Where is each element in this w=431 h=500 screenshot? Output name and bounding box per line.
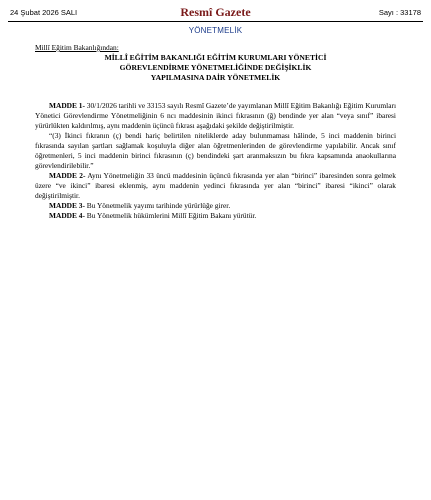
article-text: 30/1/2026 tarihli ve 33153 sayılı Resmî Gazete’de yayımlanan Millî Eğitim Bakanlığı Eğitim Kurumları Yönetici Görevlendirme Yönetmeliğinin 6 ncı maddesinin ikinci fıkrasının (ğ) bendinde yer alan “veya sınıf” ibaresi yürürlükten kaldırılmış, aynı maddenin üçüncü fıkrası aşağıdaki şekilde değiştirilmiştir. <box>35 101 397 130</box>
article-label: MADDE 4- <box>49 211 85 220</box>
issuing-ministry: Millî Eğitim Bakanlığından: <box>35 43 119 52</box>
article-1-amendment <box>35 131 396 171</box>
article-text: Bu Yönetmelik hükümlerini Millî Eğitim Bakanı yürütür. <box>84 211 257 220</box>
article-text: “(3) İkinci fıkranın (ç) bendi hariç belirtilen niteliklerde aday bulunmaması hâlinde, 5 inci maddenin birinci fıkrasında sayılan şartları sağlamak koşuluyla diğer alan öğretmenlerinden de görevlendirme yapılabilir. Ancak sınıf öğretmenleri, 5 inci maddenin birinci fıkrasının (ç) bendindeki şart aranmaksızın bu fıkra kapsamında anaokullarına görevlendirilebilir.” <box>35 131 396 170</box>
document-body <box>35 43 396 221</box>
article-3 <box>35 201 396 211</box>
article-4 <box>35 211 396 221</box>
article-text: Bu Yönetmelik yayımı tarihinde yürürlüğe girer. <box>84 201 231 210</box>
header-divider <box>8 21 423 22</box>
article-2 <box>35 171 396 201</box>
article-label: MADDE 2- <box>49 171 86 180</box>
gazette-title: Resmî Gazete <box>180 5 251 19</box>
regulation-title <box>35 53 396 83</box>
regulation-title-line: GÖREVLENDİRME YÖNETMELİĞİNDE DEĞİŞİKLİK <box>119 63 312 72</box>
section-heading: YÖNETMELİK <box>188 26 243 35</box>
issue-number: Sayı : 33178 <box>378 8 421 17</box>
article-label: MADDE 1- <box>49 101 85 110</box>
regulation-title-line: MİLLÎ EĞİTİM BAKANLIĞI EĞİTİM KURUMLARI YÖNETİCİ <box>104 53 327 62</box>
issue-date: 24 Şubat 2026 SALI <box>10 8 78 17</box>
regulation-title-line: YAPILMASINA DAİR YÖNETMELİK <box>150 73 281 82</box>
article-1 <box>35 101 396 131</box>
article-text: Aynı Yönetmeliğin 33 üncü maddesinin üçüncü fıkrasında yer alan “birinci” ibaresinden sonra gelmek üzere “ve ikinci” ibaresi eklenmiş, aynı maddenin yedinci fıkrasında yer alan “birinci” ibaresi “ikinci” olarak değiştirilmiştir. <box>35 171 397 200</box>
article-label: MADDE 3- <box>49 201 85 210</box>
